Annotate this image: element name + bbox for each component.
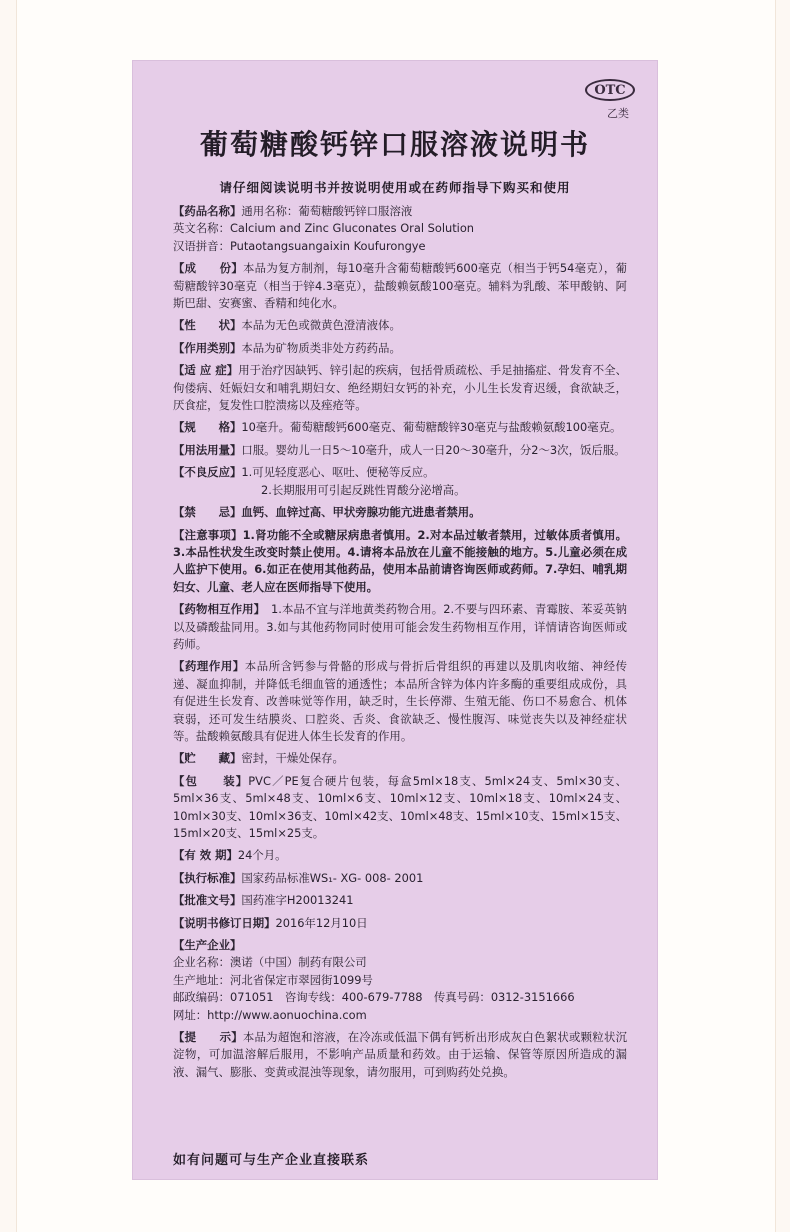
section-drug-name bbox=[173, 203, 627, 255]
contraindications-text: 血钙、血锌过高、甲状旁腺功能亢进患者禁用。 bbox=[241, 505, 481, 520]
drug-name-english: 英文名称：Calcium and Zinc Gluconates Oral Solution bbox=[173, 221, 475, 236]
revision-text: 2016年12月10日 bbox=[275, 915, 368, 930]
section-approval bbox=[173, 892, 627, 909]
leaflet-body bbox=[173, 203, 627, 1086]
section-indications bbox=[173, 362, 627, 414]
drug-name-pinyin: 汉语拼音：Putaotangsuangaixin Koufurongye bbox=[173, 238, 426, 253]
manufacturer-website: 网址：http://www.aonuochina.com bbox=[173, 1007, 367, 1022]
interactions-label: 【药物相互作用】 bbox=[173, 602, 260, 617]
section-contraindications bbox=[173, 504, 627, 521]
drug-name-label: 【药品名称】 bbox=[173, 204, 242, 218]
section-tip bbox=[173, 1029, 627, 1081]
adverse-label: 【不良反应】 bbox=[173, 465, 242, 480]
storage-label: 【贮 藏】 bbox=[173, 751, 242, 766]
section-revision bbox=[173, 915, 627, 932]
ingredients-label: 【成 份】 bbox=[173, 261, 244, 276]
standard-label: 【执行标准】 bbox=[173, 870, 242, 885]
section-adverse bbox=[173, 464, 627, 499]
adverse-item-2: 2.长期服用可引起反跳性胃酸分泌增高。 bbox=[261, 482, 466, 497]
precautions-text: 1.肾功能不全或糖尿病患者慎用。2.对本品过敏者禁用，过敏体质者慎用。3.本品性状发生改变时禁止使用。4.请将本品放在儿童不能接触的地方。5.儿童必须在成人监护下使用。6.如正在使用其他药品，使用本品前请咨询医师或药师。7.孕妇、哺乳期妇女、儿童、老人应在医师指导下使用。 bbox=[173, 527, 627, 594]
specification-label: 【规 格】 bbox=[173, 420, 242, 435]
indications-text: 用于治疗因缺钙、锌引起的疾病，包括骨质疏松、手足抽搐症、骨发育不全、佝偻病、妊娠妇女和哺乳期妇女、绝经期妇女钙的补充，小儿生长发育迟缓，食欲缺乏，厌食症，复发性口腔溃疡以及痤疮等。 bbox=[173, 363, 627, 413]
validity-label: 【有 效 期】 bbox=[173, 848, 238, 863]
otc-category: 乙类 bbox=[607, 107, 629, 120]
contraindications-label: 【禁 忌】 bbox=[173, 505, 242, 520]
dosage-label: 【用法用量】 bbox=[173, 442, 242, 457]
manufacturer-contact: 邮政编码：071051 咨询专线：400-679-7788 传真号码：0312-3151666 bbox=[173, 990, 575, 1005]
pharmacology-text: 本品所含钙参与骨骼的形成与骨折后骨组织的再建以及肌肉收缩、神经传递、凝血抑制，并降低毛细血管的通透性；本品所含锌为体内许多酶的重要组成成份，具有促进生长发育、改善味觉等作用，缺乏时，生长停滞、生殖无能、伤口不易愈合、机体衰弱，还可发生结膜炎、口腔炎、舌炎、食欲缺乏、慢性腹泻、味觉丧失以及神经症状等。盐酸赖氨酸具有促进人体生长发育的作用。 bbox=[173, 659, 627, 743]
document-title: 葡萄糖酸钙锌口服溶液说明书 bbox=[199, 128, 590, 161]
precautions-label: 【注意事项】 bbox=[173, 527, 243, 542]
description-label: 【性 状】 bbox=[173, 318, 242, 333]
validity-text: 24个月。 bbox=[237, 848, 287, 863]
section-dosage bbox=[173, 442, 627, 459]
section-interactions bbox=[173, 601, 627, 653]
section-category bbox=[173, 340, 627, 357]
section-manufacturer bbox=[173, 937, 627, 1024]
drug-name-generic: 通用名称：葡萄糖酸钙锌口服溶液 bbox=[241, 204, 413, 218]
tip-text: 本品为超饱和溶液，在冷冻或低温下偶有钙析出形成灰白色絮状或颗粒状沉淀物，可加温溶解后服用，不影响产品质量和药效。由于运输、保管等原因所造成的漏液、漏气、膨胀、变黄或混浊等现象，请勿服用，可到购药处兑换。 bbox=[173, 1030, 627, 1079]
footer-note: 如有问题可与生产企业直接联系 bbox=[173, 1153, 370, 1168]
approval-label: 【批准文号】 bbox=[173, 893, 242, 908]
section-ingredients bbox=[173, 260, 627, 312]
storage-text: 密封，干燥处保存。 bbox=[241, 751, 344, 766]
section-pharmacology bbox=[173, 658, 627, 745]
adverse-item-1: 1.可见轻度恶心、呕吐、便秘等反应。 bbox=[241, 465, 435, 480]
tip-label: 【提 示】 bbox=[173, 1030, 243, 1045]
manufacturer-label: 【生产企业】 bbox=[173, 938, 242, 953]
section-packaging bbox=[173, 773, 627, 843]
ingredients-text: 本品为复方制剂，每10毫升含葡萄糖酸钙600毫克（相当于钙54毫克），葡萄糖酸锌30毫克（相当于锌4.3毫克），盐酸赖氨酸100毫克。辅料为乳酸、苯甲酸钠、阿斯巴甜、安赛蜜、香精和纯化水。 bbox=[173, 261, 627, 311]
document-subtitle: 请仔细阅读说明书并按说明使用或在药师指导下购买和使用 bbox=[219, 180, 571, 195]
section-validity bbox=[173, 847, 627, 864]
packaging-text: PVC／PE复合硬片包装，每盒5ml×18支、5ml×24支、5ml×30支、5ml×36支、5ml×48支、10ml×6支、10ml×12支、10ml×18支、10ml×24支、10ml×30支、10ml×36支、10ml×42支、10ml×48支、15ml×10支、15ml×15支、15ml×20支、15ml×25支。 bbox=[173, 773, 627, 840]
section-description bbox=[173, 317, 627, 334]
section-standard bbox=[173, 870, 627, 887]
manufacturer-name: 企业名称：澳诺（中国）制药有限公司 bbox=[173, 955, 367, 970]
leaflet-sheet bbox=[132, 60, 658, 1180]
description-text: 本品为无色或微黄色澄清液体。 bbox=[241, 318, 401, 333]
approval-text: 国药准字H20013241 bbox=[241, 893, 354, 908]
manufacturer-address: 生产地址：河北省保定市翠园街1099号 bbox=[173, 972, 373, 987]
specification-text: 10毫升。葡萄糖酸钙600毫克、葡萄糖酸锌30毫克与盐酸赖氨酸100毫克。 bbox=[241, 420, 622, 435]
section-specification bbox=[173, 419, 627, 436]
otc-badge: OTC bbox=[585, 79, 635, 101]
packaging-label: 【包 装】 bbox=[173, 773, 249, 788]
revision-label: 【说明书修订日期】 bbox=[173, 915, 276, 930]
interactions-text: 1.本品不宜与洋地黄类药物合用。2.不要与四环素、青霉胺、苯妥英钠以及磷酸盐同用。3.如与其他药物同时使用可能会发生药物相互作用，详情请咨询医师或药师。 bbox=[173, 602, 627, 651]
indications-label: 【适 应 症】 bbox=[173, 363, 239, 378]
standard-text: 国家药品标准WS₁- XG- 008- 2001 bbox=[241, 870, 424, 885]
pharmacology-label: 【药理作用】 bbox=[173, 659, 245, 674]
section-precautions bbox=[173, 527, 627, 597]
category-text: 本品为矿物质类非处方药药品。 bbox=[241, 340, 401, 355]
category-label: 【作用类别】 bbox=[173, 340, 242, 355]
dosage-text: 口服。婴幼儿一日5～10毫升，成人一日20～30毫升，分2～3次，饭后服。 bbox=[241, 442, 626, 457]
section-storage bbox=[173, 750, 627, 767]
